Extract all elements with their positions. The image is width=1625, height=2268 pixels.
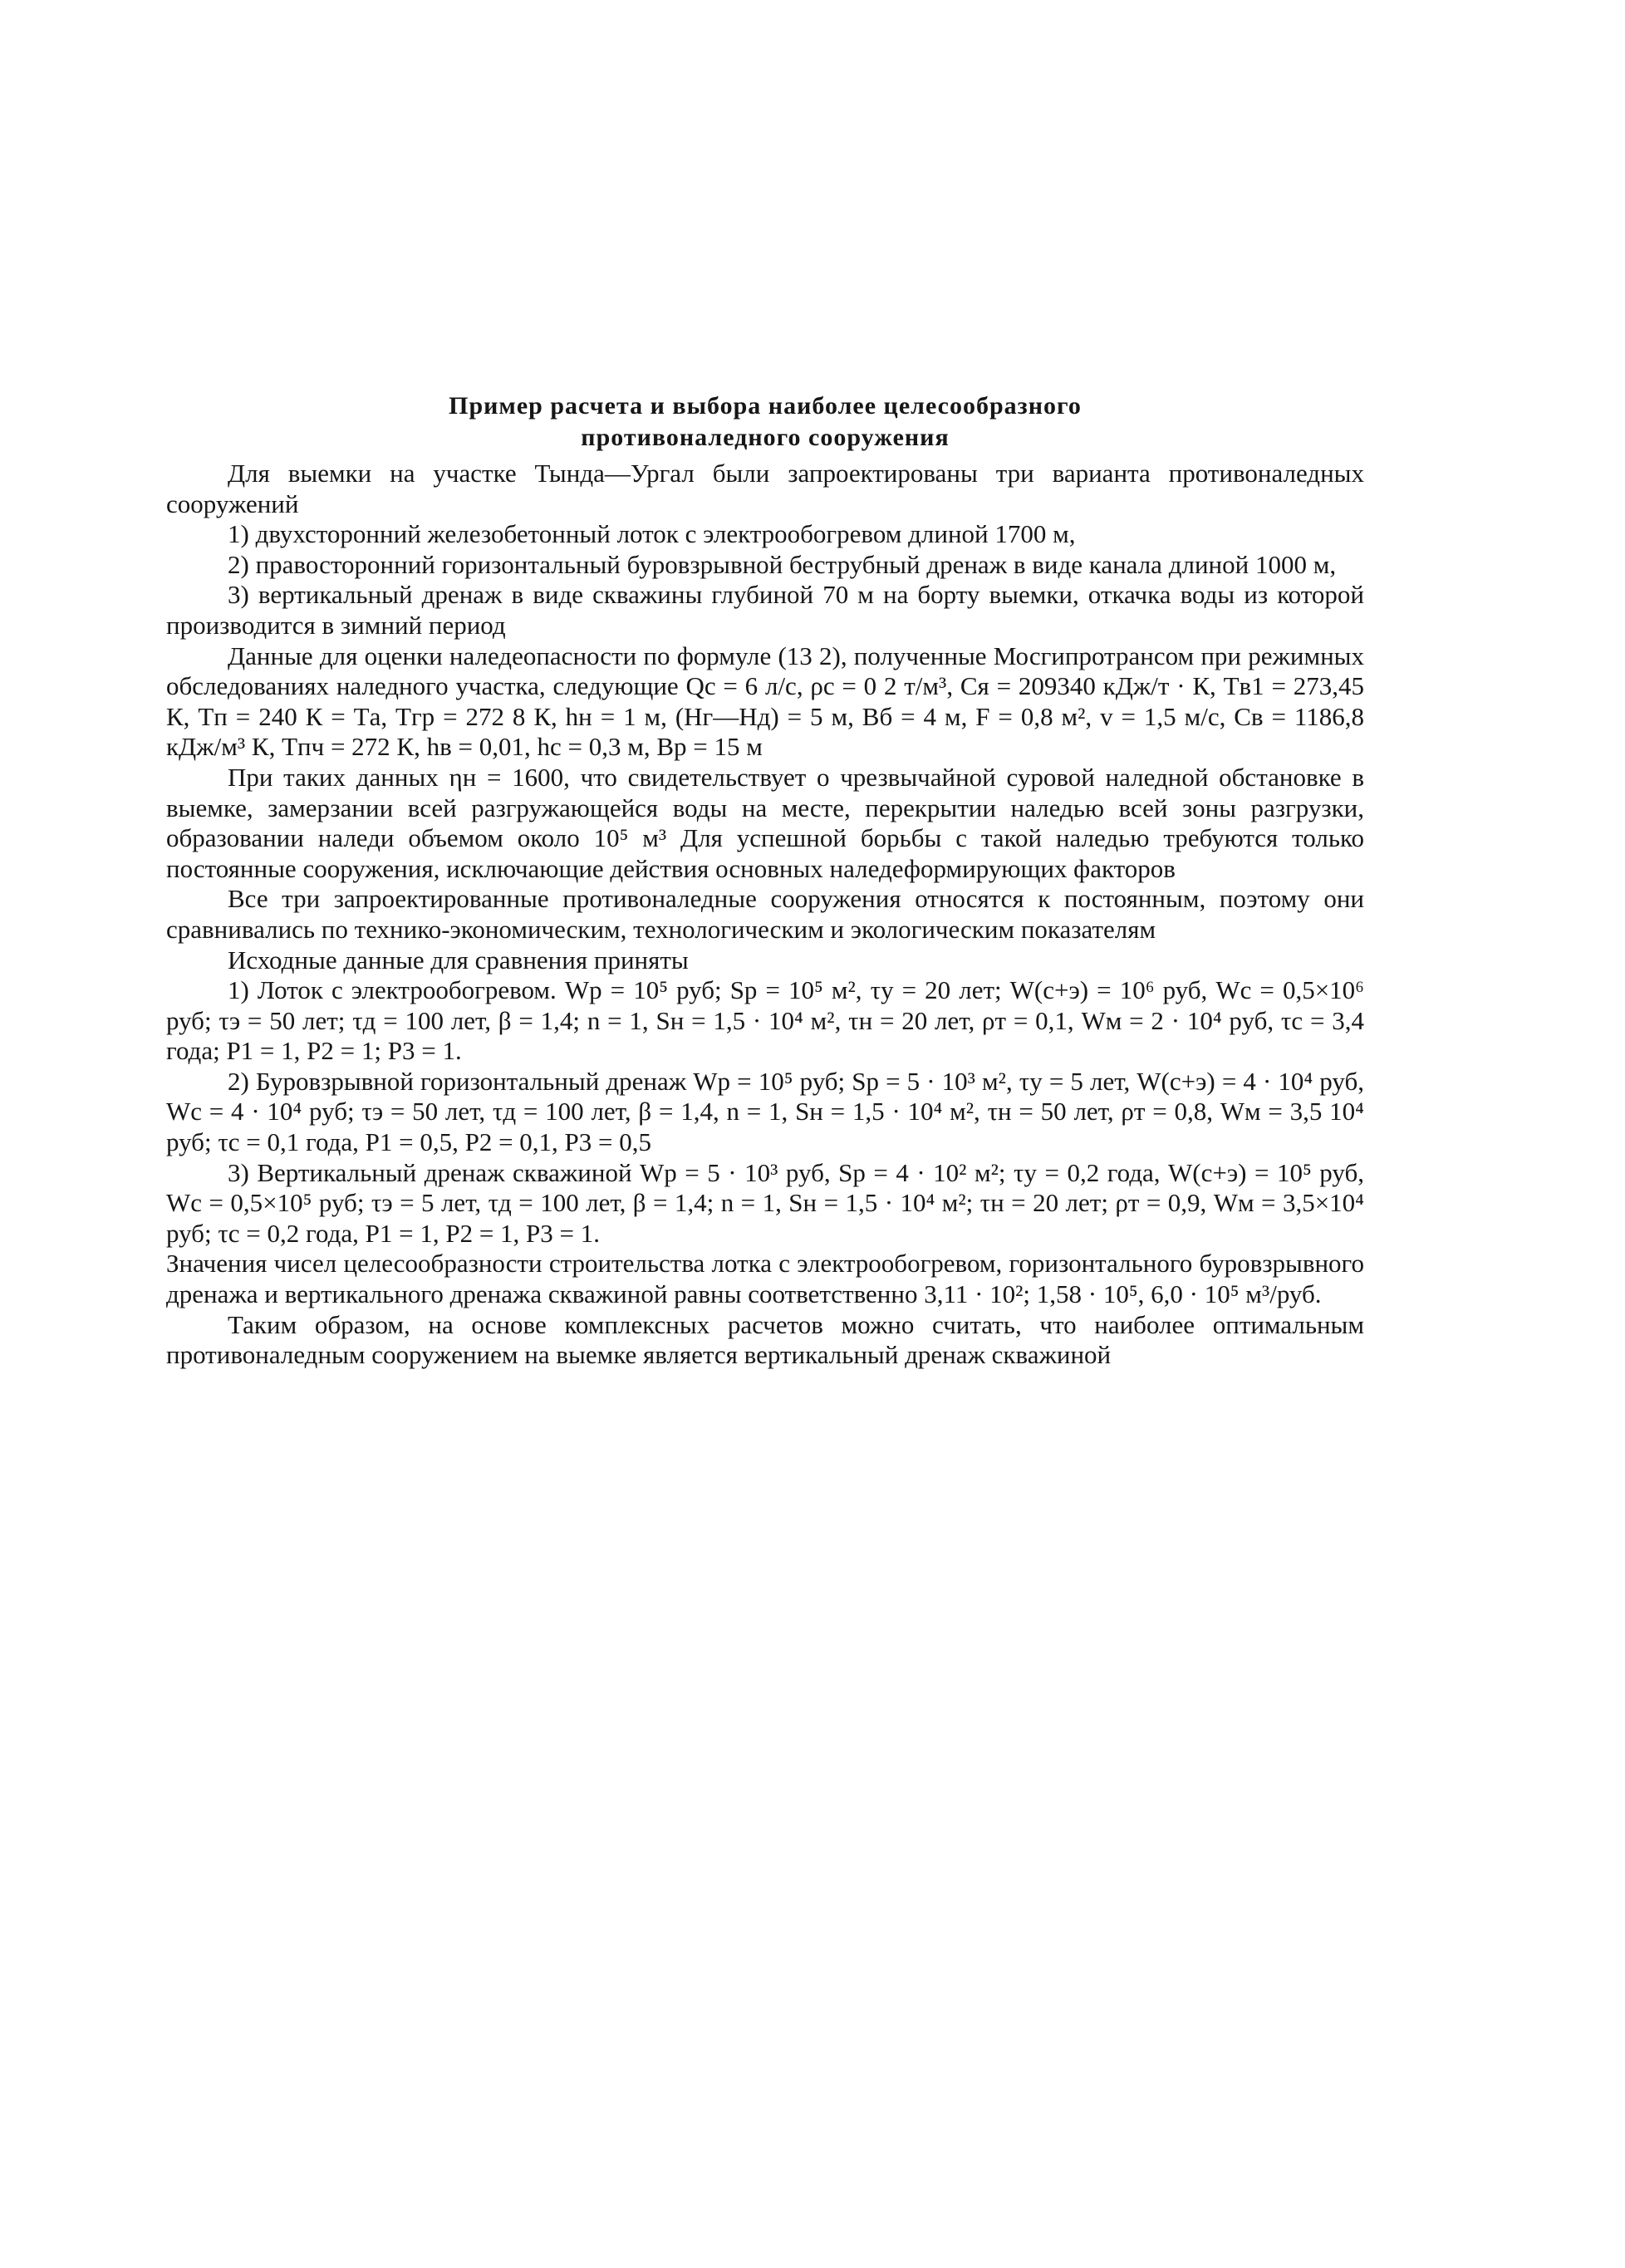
paragraph-variant-3: 3) вертикальный дренаж в виде скважины глубиной 70 м на борту выемки, откачка воды из которой производится в зимний период <box>166 580 1364 640</box>
paragraph-conclusion: Таким образом, на основе комплексных расчетов можно считать, что наиболее оптимальным противоналедным сооружением на выемке является вертикальный дренаж скважиной <box>166 1309 1364 1370</box>
document-body <box>166 459 1364 1371</box>
paragraph-input-data: Данные для оценки наледеопасности по формуле (13 2), полученные Мосгипротрансом при режимных обследованиях наледного участка, следующие Qc = 6 л/с, ρc = 0 2 т/м³, Cя = 209340 кДж/т · К, Tв1 = 273,45 К, Tп = 240 К = Tа, Tгр = 272 8 К, hн = 1 м, (Hг—Hд) = 5 м, Bб = 4 м, F = 0,8 м², v = 1,5 м/с, Cв = 1186,8 кДж/м³ К, Tпч = 272 К, hв = 0,01, hc = 0,3 м, Bр = 15 м <box>166 641 1364 762</box>
paragraph-variant-2: 2) правосторонний горизонтальный буровзрывной беструбный дренаж в виде канала длиной 1000 м, <box>228 549 1337 579</box>
paragraph-data-variant-1: 1) Лоток с электрообогревом. Wр = 10⁵ руб; Sр = 10⁵ м², τу = 20 лет; W(с+э) = 10⁶ руб, Wс = 0,5×10⁶ руб; τэ = 50 лет; τд = 100 лет, β = 1,4; n = 1, Sн = 1,5 · 10⁴ м², τн = 20 лет, ρт = 0,1, Wм = 2 · 10⁴ руб, τс = 3,4 года; P1 = 1, P2 = 1; P3 = 1. <box>166 975 1364 1066</box>
paragraph-results: Значения чисел целесообразности строительства лотка с электрообогревом, горизонтального буровзрывного дренажа и вертикального дренажа скважиной равны соответственно 3,11 · 10²; 1,58 · 10⁵, 6,0 · 10⁵ м³/руб. <box>166 1249 1364 1309</box>
paragraph-data-variant-3: 3) Вертикальный дренаж скважиной Wр = 5 · 10³ руб, Sр = 4 · 10² м²; τу = 0,2 года, W(с+э) = 10⁵ руб, Wс = 0,5×10⁵ руб; τэ = 5 лет, τд = 100 лет, β = 1,4; n = 1, Sн = 1,5 · 10⁴ м²; τн = 20 лет; ρт = 0,9, Wм = 3,5×10⁴ руб; τс = 0,2 года, P1 = 1, P2 = 1, P3 = 1. <box>166 1157 1364 1248</box>
title-line-1: Пример расчета и выбора наиболее целесообразного <box>449 392 1082 420</box>
title-line-2: противоналедного сооружения <box>581 424 950 451</box>
paragraph-source-data-heading: Исходные данные для сравнения приняты <box>228 945 689 974</box>
paragraph-data-variant-2: 2) Буровзрывной горизонтальный дренаж Wр = 10⁵ руб; Sр = 5 · 10³ м², τу = 5 лет, W(с+э) = 4 · 10⁴ руб, Wс = 4 · 10⁴ руб; τэ = 50 лет, τд = 100 лет, β = 1,4, n = 1, Sн = 1,5 · 10⁴ м², τн = 50 лет, ρт = 0,8, Wм = 3,5 10⁴ руб; τс = 0,1 года, P1 = 0,5, P2 = 0,1, P3 = 0,5 <box>166 1066 1364 1157</box>
paragraph-assessment: При таких данных ηн = 1600, что свидетельствует о чрезвычайной суровой наледной обстановке в выемке, замерзании всей разгружающейся воды на месте, перекрытии наледью всей зоны разгрузки, образовании наледи объемом около 10⁵ м³ Для успешной борьбы с такой наледью требуются только постоянные сооружения, исключающие действия основных наледеформирующих факторов <box>166 762 1364 883</box>
document-title <box>166 390 1364 454</box>
paragraph-variant-1: 1) двухсторонний железобетонный лоток с электрообогревом длиной 1700 м, <box>228 519 1076 549</box>
paragraph-intro: Для выемки на участке Тында—Ургал были запроектированы три варианта противоналедных сооружений <box>166 459 1364 518</box>
paragraph-comparison: Все три запроектированные противоналедные сооружения относятся к постоянным, поэтому они сравнивались по технико-экономическим, технологическим и экологическим показателям <box>166 884 1364 944</box>
